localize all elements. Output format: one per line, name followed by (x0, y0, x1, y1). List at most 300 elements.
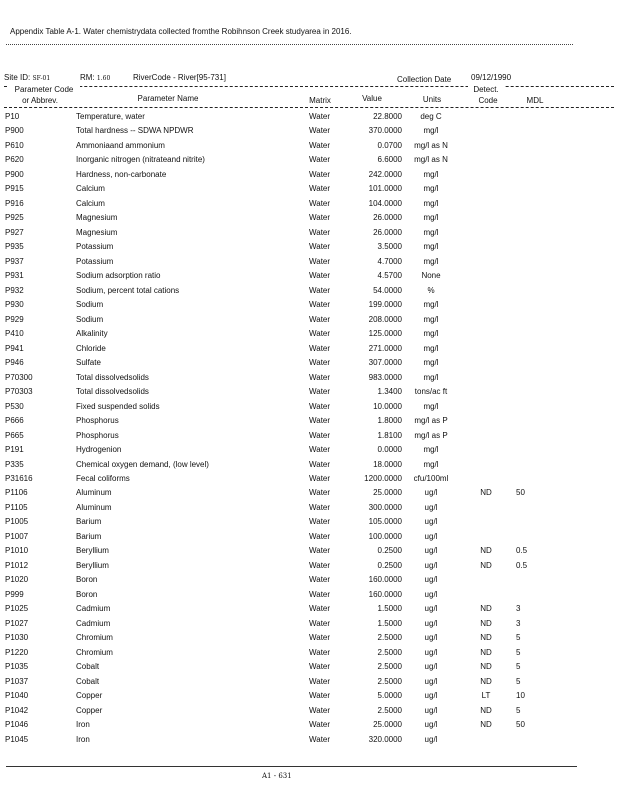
parameter-name-cell: Cadmium (76, 618, 111, 628)
matrix-cell: Water (309, 546, 331, 556)
units-cell: ug/l (424, 662, 438, 672)
parameter-name-cell: Chemical oxygen demand, (low level) (76, 459, 209, 469)
detect-code-cell: ND (480, 705, 492, 715)
table-row (0, 170, 618, 184)
units-cell: tons/ac ft (414, 387, 448, 397)
table-row (0, 286, 618, 300)
value-cell: 307.0000 (368, 358, 402, 368)
parameter-code-cell: P941 (5, 343, 24, 353)
value-cell: 105.0000 (368, 517, 402, 527)
units-cell: mg/l (423, 372, 439, 382)
parameter-name-cell: Sodium adsorption ratio (76, 271, 161, 281)
parameter-name-cell: Sodium (76, 314, 104, 324)
parameter-name-cell: Cadmium (76, 604, 111, 614)
mdl-cell: 0.5 (516, 560, 528, 570)
parameter-code-cell: P1010 (5, 546, 29, 556)
parameter-code-cell: P335 (5, 459, 24, 469)
mdl-cell: 50 (516, 488, 525, 498)
table-row (0, 228, 618, 242)
parameter-code-cell: P1035 (5, 662, 29, 672)
parameter-name-cell: Barium (76, 531, 102, 541)
table-row (0, 126, 618, 140)
value-cell: 10.0000 (373, 401, 402, 411)
table-row (0, 315, 618, 329)
parameter-code-cell: P1220 (5, 647, 29, 657)
table-row (0, 735, 618, 749)
table-row (0, 373, 618, 387)
table-row (0, 488, 618, 502)
units-cell: mg/l (423, 358, 439, 368)
parameter-name-cell: Calcium (76, 184, 105, 194)
table-row (0, 242, 618, 256)
detect-code-cell: ND (480, 560, 492, 570)
parameter-name-cell: Chromium (76, 647, 113, 657)
parameter-name-cell: Magnesium (76, 213, 118, 223)
parameter-name-cell: Chromium (76, 633, 113, 643)
parameter-code-cell: P1025 (5, 604, 29, 614)
value-cell: 271.0000 (368, 343, 402, 353)
value-cell: 22.8000 (373, 112, 402, 121)
parameter-name-cell: Barium (76, 517, 102, 527)
mdl-cell: 5 (516, 662, 521, 672)
units-cell: mg/l (423, 329, 439, 339)
matrix-cell: Water (309, 285, 331, 295)
parameter-code-cell: P916 (5, 198, 24, 208)
parameter-code-cell: P1007 (5, 531, 29, 541)
matrix-cell: Water (309, 560, 331, 570)
units-cell: mg/l (423, 242, 439, 252)
matrix-cell: Water (309, 198, 331, 208)
mdl-cell: 5 (516, 676, 521, 686)
matrix-cell: Water (309, 676, 331, 686)
parameter-code-cell: P900 (5, 169, 24, 179)
parameter-name-cell: Beryllium (76, 546, 109, 556)
value-cell: 5.0000 (377, 691, 402, 701)
matrix-cell: Water (309, 126, 331, 136)
matrix-cell: Water (309, 647, 331, 657)
units-cell: mg/l (423, 227, 439, 237)
parameter-code-cell: P410 (5, 329, 24, 339)
parameter-name-cell: Boron (76, 575, 98, 585)
value-cell: 242.0000 (368, 169, 402, 179)
parameter-code-cell: P935 (5, 242, 24, 252)
mdl-cell: 5 (516, 705, 521, 715)
parameter-name-cell: Total dissolvedsolids (76, 372, 149, 382)
mdl-cell: 3 (516, 604, 521, 614)
parameter-code-cell: P931 (5, 271, 24, 281)
rm-label (80, 73, 110, 82)
detect-code-cell: ND (480, 633, 492, 643)
value-cell: 320.0000 (368, 734, 402, 744)
table-row (0, 300, 618, 314)
mdl-cell: 5 (516, 647, 521, 657)
matrix-cell: Water (309, 517, 331, 527)
parameter-code-cell: P1105 (5, 502, 28, 512)
table-row (0, 619, 618, 633)
collection-date-label: Collection Date (397, 75, 452, 84)
mdl-cell: 50 (516, 720, 525, 730)
units-cell: mg/l (423, 401, 439, 411)
mdl-cell: 10 (516, 691, 525, 701)
value-cell: 2.5000 (377, 662, 402, 672)
header-rule-top (4, 86, 614, 87)
parameter-code-cell: P70300 (5, 372, 33, 382)
value-cell: 4.5700 (377, 271, 402, 281)
table-row (0, 590, 618, 604)
table-row (0, 706, 618, 720)
matrix-cell: Water (309, 184, 331, 194)
table-row (0, 387, 618, 401)
parameter-code-cell: P927 (5, 227, 24, 237)
table-row (0, 344, 618, 358)
units-cell: ug/l (424, 575, 438, 585)
value-cell: 370.0000 (368, 126, 402, 136)
matrix-cell: Water (309, 734, 331, 744)
parameter-name-cell: Potassium (76, 242, 114, 252)
parameter-name-cell: Cobalt (76, 662, 100, 672)
value-cell: 100.0000 (368, 531, 402, 541)
parameter-name-cell: Boron (76, 589, 98, 599)
units-cell: % (427, 285, 435, 295)
value-cell: 25.0000 (373, 488, 402, 498)
matrix-cell: Water (309, 271, 331, 281)
units-cell: mg/l (423, 198, 439, 208)
detect-code-cell: ND (480, 618, 492, 628)
parameter-code-cell: P1046 (5, 720, 29, 730)
units-cell: mg/l (423, 314, 439, 324)
units-cell: mg/l as N (414, 140, 448, 150)
header-detect-line1: Detect. (468, 85, 504, 94)
parameter-code-cell: P925 (5, 213, 24, 223)
river-code: RiverCode - River[95-731] (133, 73, 226, 82)
table-row (0, 402, 618, 416)
units-cell: mg/l (423, 126, 439, 136)
parameter-name-cell: Copper (76, 691, 103, 701)
matrix-cell: Water (309, 387, 331, 397)
table-row (0, 604, 618, 618)
value-cell: 0.0000 (377, 445, 402, 455)
value-cell: 160.0000 (368, 589, 402, 599)
parameter-name-cell: Aluminum (76, 488, 112, 498)
parameter-code-cell: P10 (5, 112, 20, 121)
footer-rule (6, 766, 577, 767)
detect-code-cell: ND (480, 604, 492, 614)
table-row (0, 720, 618, 734)
detect-code-cell: ND (480, 488, 492, 498)
detect-code-cell: ND (480, 546, 492, 556)
value-cell: 54.0000 (373, 285, 402, 295)
table-row (0, 431, 618, 445)
value-cell: 2.5000 (377, 647, 402, 657)
units-cell: mg/l (423, 343, 439, 353)
units-cell: ug/l (424, 488, 438, 498)
value-cell: 1.5000 (377, 618, 402, 628)
matrix-cell: Water (309, 401, 331, 411)
value-cell: 1.5000 (377, 604, 402, 614)
value-cell: 2.5000 (377, 705, 402, 715)
collection-date-value: 09/12/1990 (471, 73, 512, 82)
parameter-name-cell: Phosphorus (76, 430, 119, 440)
detect-code-cell: ND (480, 647, 492, 657)
parameter-code-cell: P666 (5, 416, 24, 426)
mdl-cell: 5 (516, 633, 521, 643)
parameter-name-cell: Cobalt (76, 676, 100, 686)
parameter-name-cell: Iron (76, 720, 90, 730)
parameter-code-cell: P530 (5, 401, 24, 411)
parameter-code-cell: P900 (5, 126, 24, 136)
value-cell: 2.5000 (377, 633, 402, 643)
matrix-cell: Water (309, 618, 331, 628)
parameter-code-cell: P1037 (5, 676, 29, 686)
units-cell: mg/l as N (414, 155, 448, 165)
table-row (0, 662, 618, 676)
units-cell: ug/l (424, 676, 438, 686)
parameter-code-cell: P1030 (5, 633, 29, 643)
table-row (0, 691, 618, 705)
value-cell: 3.5000 (377, 242, 402, 252)
matrix-cell: Water (309, 227, 331, 237)
table-row (0, 648, 618, 662)
matrix-cell: Water (309, 604, 331, 614)
page-footer: A1 - 631 (262, 772, 292, 780)
value-cell: 0.2500 (377, 560, 402, 570)
value-cell: 101.0000 (368, 184, 402, 194)
value-cell: 160.0000 (368, 575, 402, 585)
table-row (0, 460, 618, 474)
parameter-name-cell: Chloride (76, 343, 106, 353)
value-cell: 2.5000 (377, 676, 402, 686)
value-cell: 4.7000 (377, 256, 402, 266)
mdl-cell: 0.5 (516, 546, 528, 556)
parameter-code-cell: P191 (5, 445, 24, 455)
table-row (0, 112, 618, 126)
rm-value: 1.60 (96, 75, 111, 82)
header-detect-line2: Code (478, 96, 498, 105)
rm-label-text: RM: (80, 73, 95, 82)
table-row (0, 517, 618, 531)
detect-code-cell: ND (480, 720, 492, 730)
parameter-code-cell: P1005 (5, 517, 29, 527)
matrix-cell: Water (309, 488, 331, 498)
parameter-code-cell: P1106 (5, 488, 28, 498)
value-cell: 0.0700 (377, 140, 402, 150)
parameter-name-cell: Copper (76, 705, 103, 715)
header-code-line2: or Abbrev. (22, 96, 58, 105)
matrix-cell: Water (309, 575, 331, 585)
table-row (0, 677, 618, 691)
units-cell: deg C (420, 112, 442, 121)
detect-code-cell: LT (481, 691, 491, 701)
detect-code-cell: ND (480, 662, 492, 672)
parameter-code-cell: P620 (5, 155, 24, 165)
units-cell: ug/l (424, 502, 438, 512)
units-cell: ug/l (424, 604, 438, 614)
table-row (0, 184, 618, 198)
title-dotted-rule (6, 44, 573, 45)
units-cell: ug/l (424, 531, 438, 541)
table-row (0, 532, 618, 546)
value-cell: 199.0000 (368, 300, 402, 310)
parameter-name-cell: Ammoniaand ammonium (76, 140, 165, 150)
table-row (0, 561, 618, 575)
parameter-name-cell: Iron (76, 734, 90, 744)
parameter-name-cell: Calcium (76, 198, 105, 208)
table-row (0, 155, 618, 169)
value-cell: 104.0000 (368, 198, 402, 208)
matrix-cell: Water (309, 705, 331, 715)
matrix-cell: Water (309, 474, 331, 483)
units-cell: mg/l (423, 459, 439, 469)
parameter-code-cell: P932 (5, 285, 24, 295)
parameter-code-cell: P31616 (5, 474, 33, 483)
header-parameter-name: Parameter Name (137, 94, 199, 103)
matrix-cell: Water (309, 589, 331, 599)
matrix-cell: Water (309, 329, 331, 339)
units-cell: mg/l as P (414, 416, 448, 426)
value-cell: 18.0000 (373, 459, 402, 469)
parameter-code-cell: P929 (5, 314, 24, 324)
value-cell: 26.0000 (373, 227, 402, 237)
header-matrix: Matrix (309, 96, 331, 105)
units-cell: ug/l (424, 546, 438, 556)
matrix-cell: Water (309, 343, 331, 353)
value-cell: 1.8000 (377, 416, 402, 426)
matrix-cell: Water (309, 662, 331, 672)
table-row (0, 141, 618, 155)
value-cell: 300.0000 (368, 502, 402, 512)
table-row (0, 199, 618, 213)
matrix-cell: Water (309, 372, 331, 382)
matrix-cell: Water (309, 416, 331, 426)
header-value: Value (362, 94, 382, 103)
parameter-name-cell: Fecal coliforms (76, 474, 130, 483)
parameter-code-cell: P1012 (5, 560, 29, 570)
matrix-cell: Water (309, 445, 331, 455)
table-row (0, 271, 618, 285)
matrix-cell: Water (309, 531, 331, 541)
parameter-code-cell: P946 (5, 358, 24, 368)
matrix-cell: Water (309, 358, 331, 368)
parameter-name-cell: Hardness, non-carbonate (76, 169, 167, 179)
parameter-name-cell: Inorganic nitrogen (nitrateand nitrite) (76, 155, 205, 165)
units-cell: mg/l (423, 184, 439, 194)
value-cell: 0.2500 (377, 546, 402, 556)
units-cell: ug/l (424, 720, 438, 730)
header-code-line1: Parameter Code (8, 85, 80, 94)
table-row (0, 358, 618, 372)
matrix-cell: Water (309, 430, 331, 440)
matrix-cell: Water (309, 502, 331, 512)
parameter-name-cell: Temperature, water (76, 112, 145, 121)
units-cell: mg/l (423, 445, 439, 455)
parameter-code-cell: P1020 (5, 575, 29, 585)
parameter-name-cell: Sulfate (76, 358, 101, 368)
value-cell: 983.0000 (368, 372, 402, 382)
parameter-name-cell: Phosphorus (76, 416, 119, 426)
parameter-code-cell: P70303 (5, 387, 33, 397)
value-cell: 1.8100 (377, 430, 402, 440)
units-cell: ug/l (424, 618, 438, 628)
table-row (0, 546, 618, 560)
value-cell: 208.0000 (368, 314, 402, 324)
table-row (0, 575, 618, 589)
header-rule-bottom (4, 107, 614, 108)
matrix-cell: Water (309, 169, 331, 179)
matrix-cell: Water (309, 691, 331, 701)
parameter-code-cell: P1040 (5, 691, 29, 701)
parameter-code-cell: P999 (5, 589, 24, 599)
parameter-code-cell: P930 (5, 300, 24, 310)
units-cell: ug/l (424, 734, 438, 744)
matrix-cell: Water (309, 112, 331, 121)
units-cell: ug/l (424, 589, 438, 599)
value-cell: 6.6000 (377, 155, 402, 165)
matrix-cell: Water (309, 242, 331, 252)
parameter-code-cell: P1042 (5, 705, 29, 715)
matrix-cell: Water (309, 140, 331, 150)
units-cell: mg/l (423, 213, 439, 223)
units-cell: ug/l (424, 633, 438, 643)
matrix-cell: Water (309, 300, 331, 310)
units-cell: ug/l (424, 517, 438, 527)
units-cell: ug/l (424, 647, 438, 657)
matrix-cell: Water (309, 633, 331, 643)
parameter-name-cell: Potassium (76, 256, 114, 266)
parameter-code-cell: P937 (5, 256, 24, 266)
table-row (0, 329, 618, 343)
units-cell: mg/l as P (414, 430, 448, 440)
parameter-code-cell: P915 (5, 184, 24, 194)
table-row (0, 474, 618, 488)
parameter-name-cell: Magnesium (76, 227, 118, 237)
units-cell: mg/l (423, 256, 439, 266)
parameter-code-cell: P1045 (5, 734, 29, 744)
parameter-name-cell: Sodium, percent total cations (76, 285, 180, 295)
value-cell: 125.0000 (368, 329, 402, 339)
table-row (0, 257, 618, 271)
parameter-name-cell: Hydrogenion (76, 445, 122, 455)
parameter-name-cell: Fixed suspended solids (76, 401, 160, 411)
value-cell: 1.3400 (377, 387, 402, 397)
units-cell: mg/l (423, 300, 439, 310)
header-mdl: MDL (526, 96, 544, 105)
mdl-cell: 3 (516, 618, 521, 628)
matrix-cell: Water (309, 213, 331, 223)
detect-code-cell: ND (480, 676, 492, 686)
parameter-name-cell: Beryllium (76, 560, 109, 570)
parameter-name-cell: Aluminum (76, 502, 112, 512)
header-units: Units (422, 95, 442, 104)
table-row (0, 633, 618, 647)
units-cell: ug/l (424, 705, 438, 715)
matrix-cell: Water (309, 155, 331, 165)
units-cell: None (421, 271, 441, 281)
table-row (0, 416, 618, 430)
units-cell: ug/l (424, 560, 438, 570)
units-cell: mg/l (423, 169, 439, 179)
parameter-name-cell: Total hardness -- SDWA NPDWR (76, 126, 194, 136)
site-id-label-text: Site ID: (4, 73, 31, 82)
parameter-name-cell: Total dissolvedsolids (76, 387, 149, 397)
site-id-label (4, 73, 50, 82)
parameter-name-cell: Alkalinity (76, 329, 108, 339)
parameter-code-cell: P1027 (5, 618, 29, 628)
matrix-cell: Water (309, 256, 331, 266)
matrix-cell: Water (309, 459, 331, 469)
parameter-code-cell: P610 (5, 140, 24, 150)
parameter-name-cell: Sodium (76, 300, 104, 310)
value-cell: 26.0000 (373, 213, 402, 223)
